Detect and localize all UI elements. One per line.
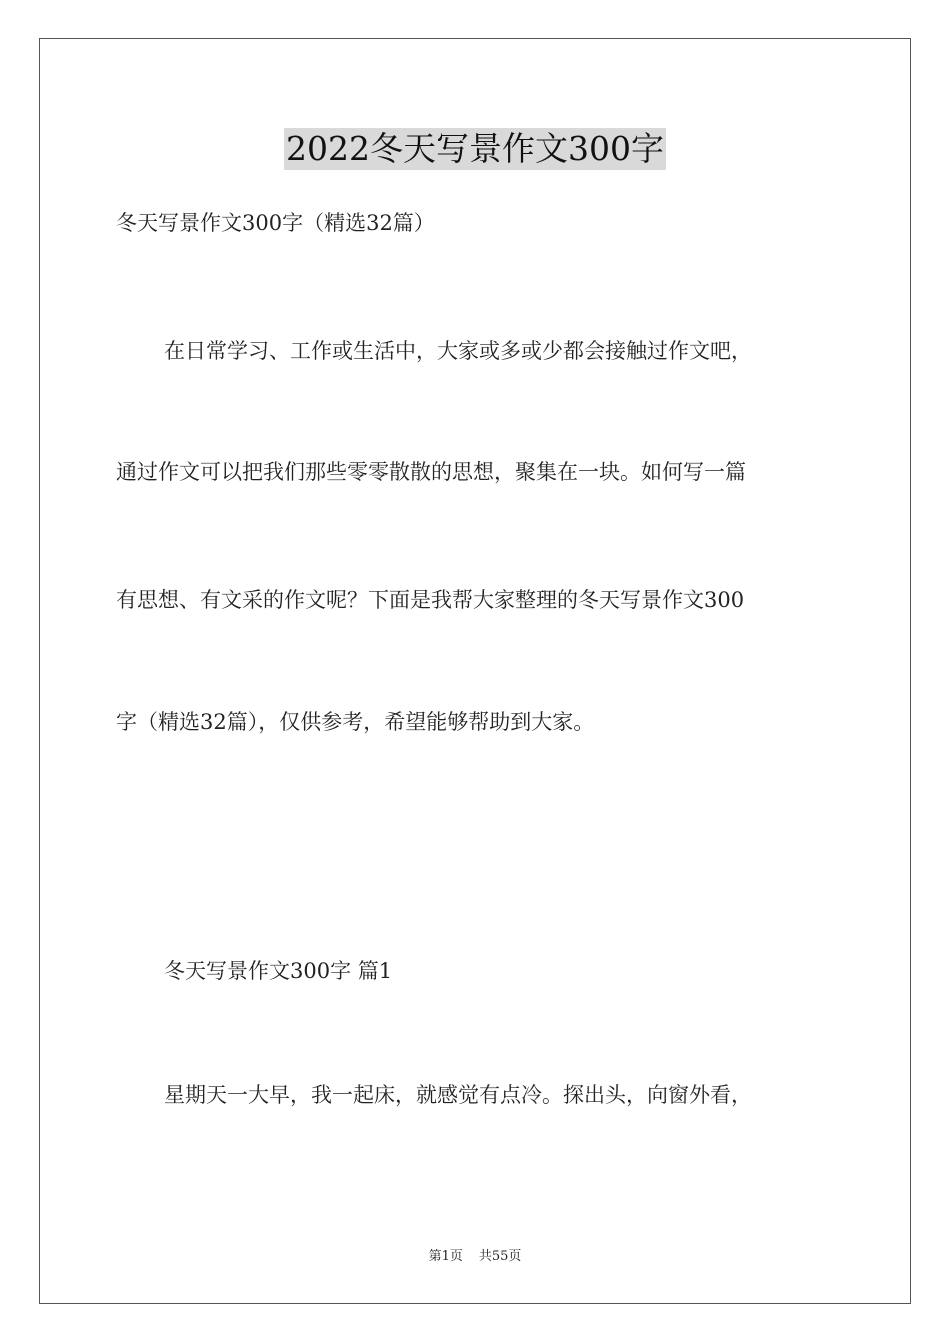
title-container — [0, 128, 950, 170]
intro-line-4: 字（精选32篇），仅供参考，希望能够帮助到大家。 — [116, 710, 595, 734]
page-footer — [0, 1248, 950, 1266]
document-title: 2022冬天写景作文300字 — [286, 129, 664, 168]
intro-line-3: 有思想、有文采的作文呢？下面是我帮大家整理的冬天写景作文300 — [116, 588, 745, 612]
body-line-1: 星期天一大早，我一起床，就感觉有点冷。探出头，向窗外看， — [164, 1083, 752, 1107]
intro-line-2: 通过作文可以把我们那些零零散散的思想，聚集在一块。如何写一篇 — [116, 460, 746, 484]
page-total: 共55页 — [478, 1249, 522, 1264]
page-number: 第1页 — [428, 1249, 463, 1264]
document-subtitle: 冬天写景作文300字（精选32篇） — [116, 211, 435, 235]
intro-line-1: 在日常学习、工作或生活中，大家或多或少都会接触过作文吧， — [164, 339, 752, 363]
section-heading: 冬天写景作文300字 篇1 — [164, 959, 393, 983]
